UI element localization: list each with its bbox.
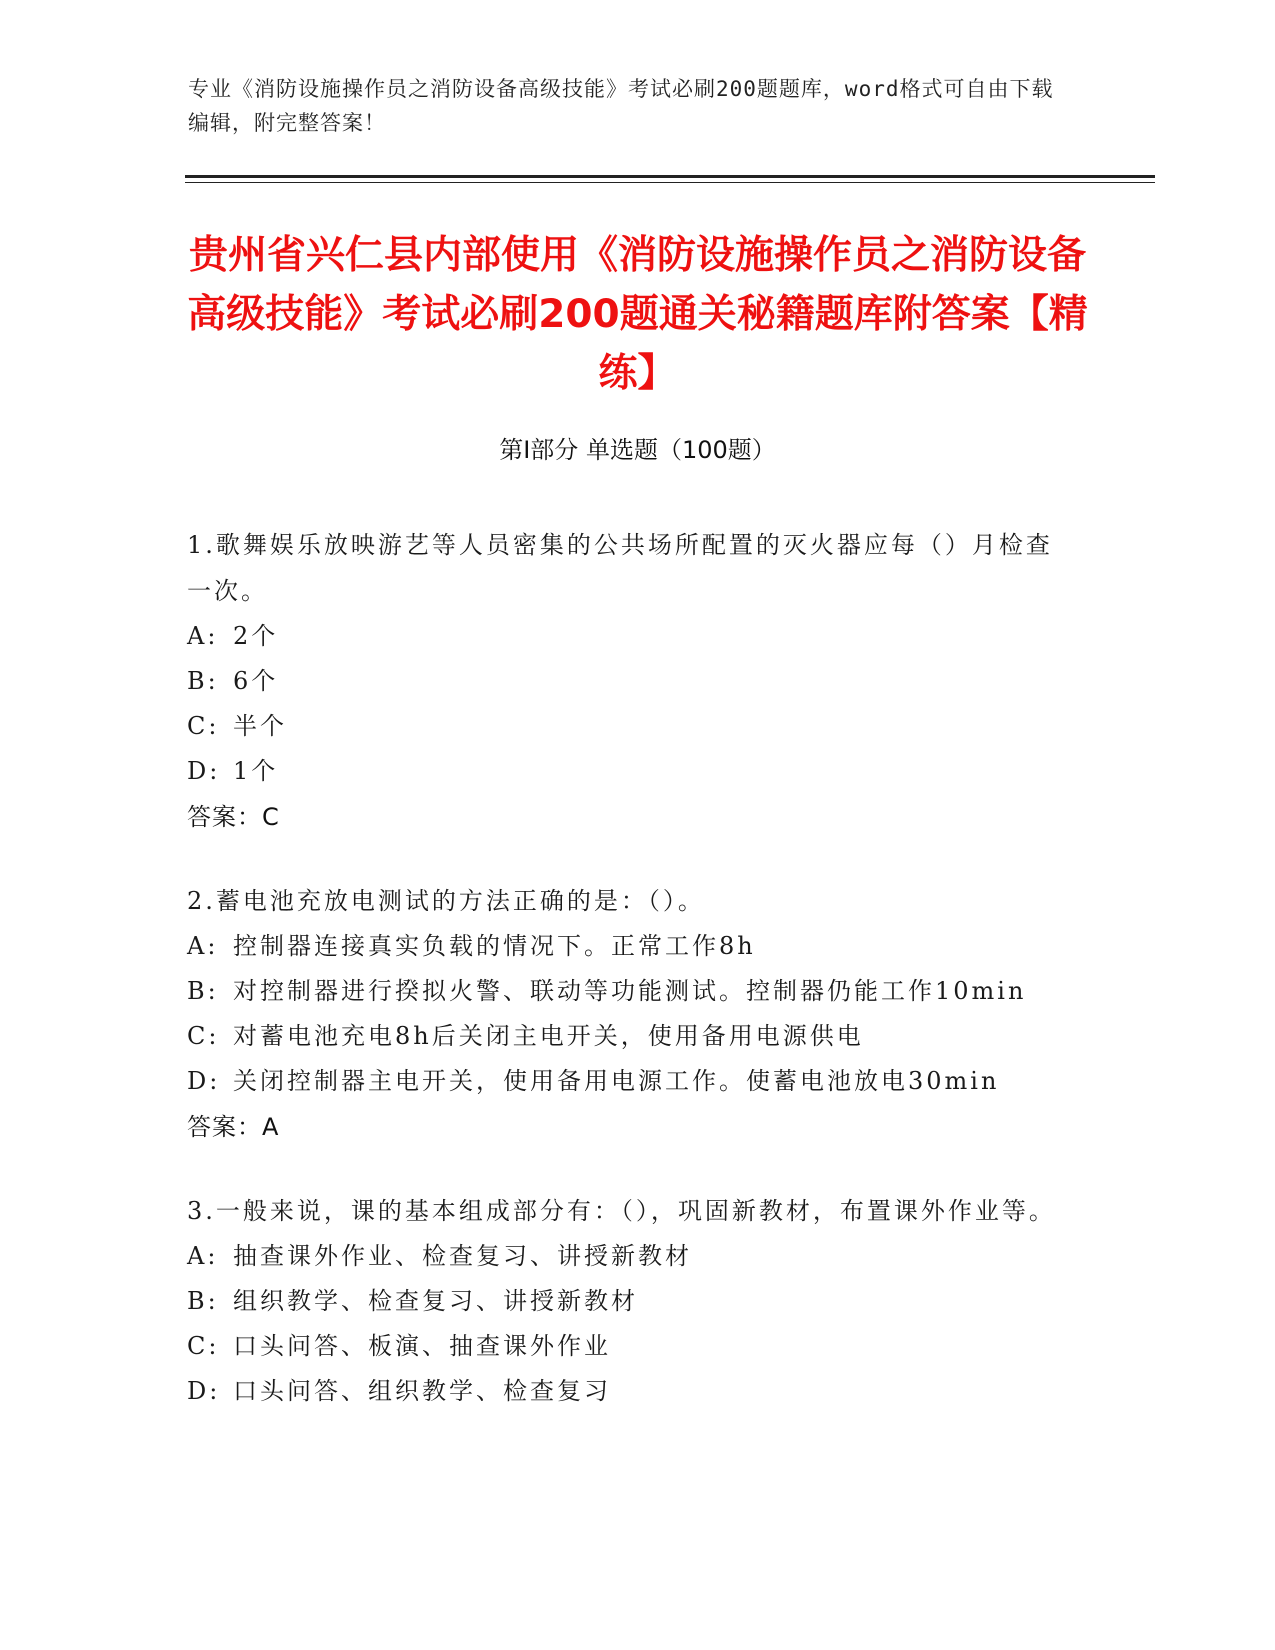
option-b bbox=[187, 969, 1067, 1014]
option-a bbox=[187, 1234, 1067, 1279]
option-text: 2个 bbox=[233, 622, 279, 650]
option-c bbox=[187, 1014, 1067, 1059]
answer-label: 答案：A bbox=[187, 1113, 280, 1141]
option-text: 关闭控制器主电开关，使用备用电源工作。使蓄电池放电30min bbox=[233, 1067, 1000, 1095]
option-d bbox=[187, 1059, 1067, 1104]
option-letter: A: bbox=[187, 932, 219, 960]
option-letter: D: bbox=[187, 1377, 221, 1405]
option-text: 6个 bbox=[233, 667, 279, 695]
option-c bbox=[187, 1324, 1067, 1369]
header-note: 专业《消防设施操作员之消防设备高级技能》考试必刷200题题库，word格式可自由下载编辑，附完整答案！ bbox=[188, 77, 1054, 135]
option-b bbox=[187, 1279, 1067, 1324]
option-letter: D: bbox=[187, 1067, 221, 1095]
question-3 bbox=[187, 1188, 1067, 1414]
question-stem: 2.蓄电池充放电测试的方法正确的是：（）。 bbox=[187, 887, 705, 915]
option-text: 对蓄电池充电8h后关闭主电开关，使用备用电源供电 bbox=[233, 1022, 864, 1050]
question-list bbox=[187, 522, 1067, 1452]
option-text: 对控制器进行揆拟火警、联动等功能测试。控制器仍能工作10min bbox=[233, 977, 1027, 1005]
answer-label: 答案：C bbox=[187, 803, 280, 831]
option-text: 口头问答、板演、抽查课外作业 bbox=[233, 1332, 611, 1360]
option-text: 抽查课外作业、检查复习、讲授新教材 bbox=[233, 1242, 692, 1270]
option-a bbox=[187, 924, 1067, 969]
question-stem: 1.歌舞娱乐放映游艺等人员密集的公共场所配置的灭火器应每（）月检查一次。 bbox=[187, 531, 1053, 605]
option-text: 半个 bbox=[233, 712, 287, 740]
option-text: 口头问答、组织教学、检查复习 bbox=[233, 1377, 611, 1405]
option-letter: B: bbox=[187, 977, 219, 1005]
question-1 bbox=[187, 522, 1067, 840]
option-text: 1个 bbox=[233, 757, 279, 785]
option-text: 控制器连接真实负载的情况下。正常工作8h bbox=[233, 932, 756, 960]
option-b bbox=[187, 659, 1067, 704]
option-letter: D: bbox=[187, 757, 221, 785]
header-divider-thin bbox=[185, 182, 1155, 183]
option-letter: A: bbox=[187, 622, 219, 650]
option-letter: C: bbox=[187, 712, 220, 740]
option-text: 组织教学、检查复习、讲授新教材 bbox=[233, 1287, 638, 1315]
header-divider-thick bbox=[185, 175, 1155, 178]
section-title: 第Ⅰ部分 单选题（100题） bbox=[499, 436, 776, 464]
option-c bbox=[187, 704, 1067, 749]
question-2 bbox=[187, 878, 1067, 1150]
question-stem: 3.一般来说，课的基本组成部分有：（），巩固新教材，布置课外作业等。 bbox=[187, 1197, 1056, 1225]
document-title: 贵州省兴仁县内部使用《消防设施操作员之消防设备高级技能》考试必刷200题通关秘籍题库附答案【精练】 bbox=[187, 233, 1088, 396]
option-letter: B: bbox=[187, 1287, 219, 1315]
option-d bbox=[187, 1369, 1067, 1414]
option-letter: B: bbox=[187, 667, 219, 695]
option-a bbox=[187, 614, 1067, 659]
option-letter: A: bbox=[187, 1242, 219, 1270]
option-letter: C: bbox=[187, 1332, 220, 1360]
option-letter: C: bbox=[187, 1022, 220, 1050]
option-d bbox=[187, 749, 1067, 794]
